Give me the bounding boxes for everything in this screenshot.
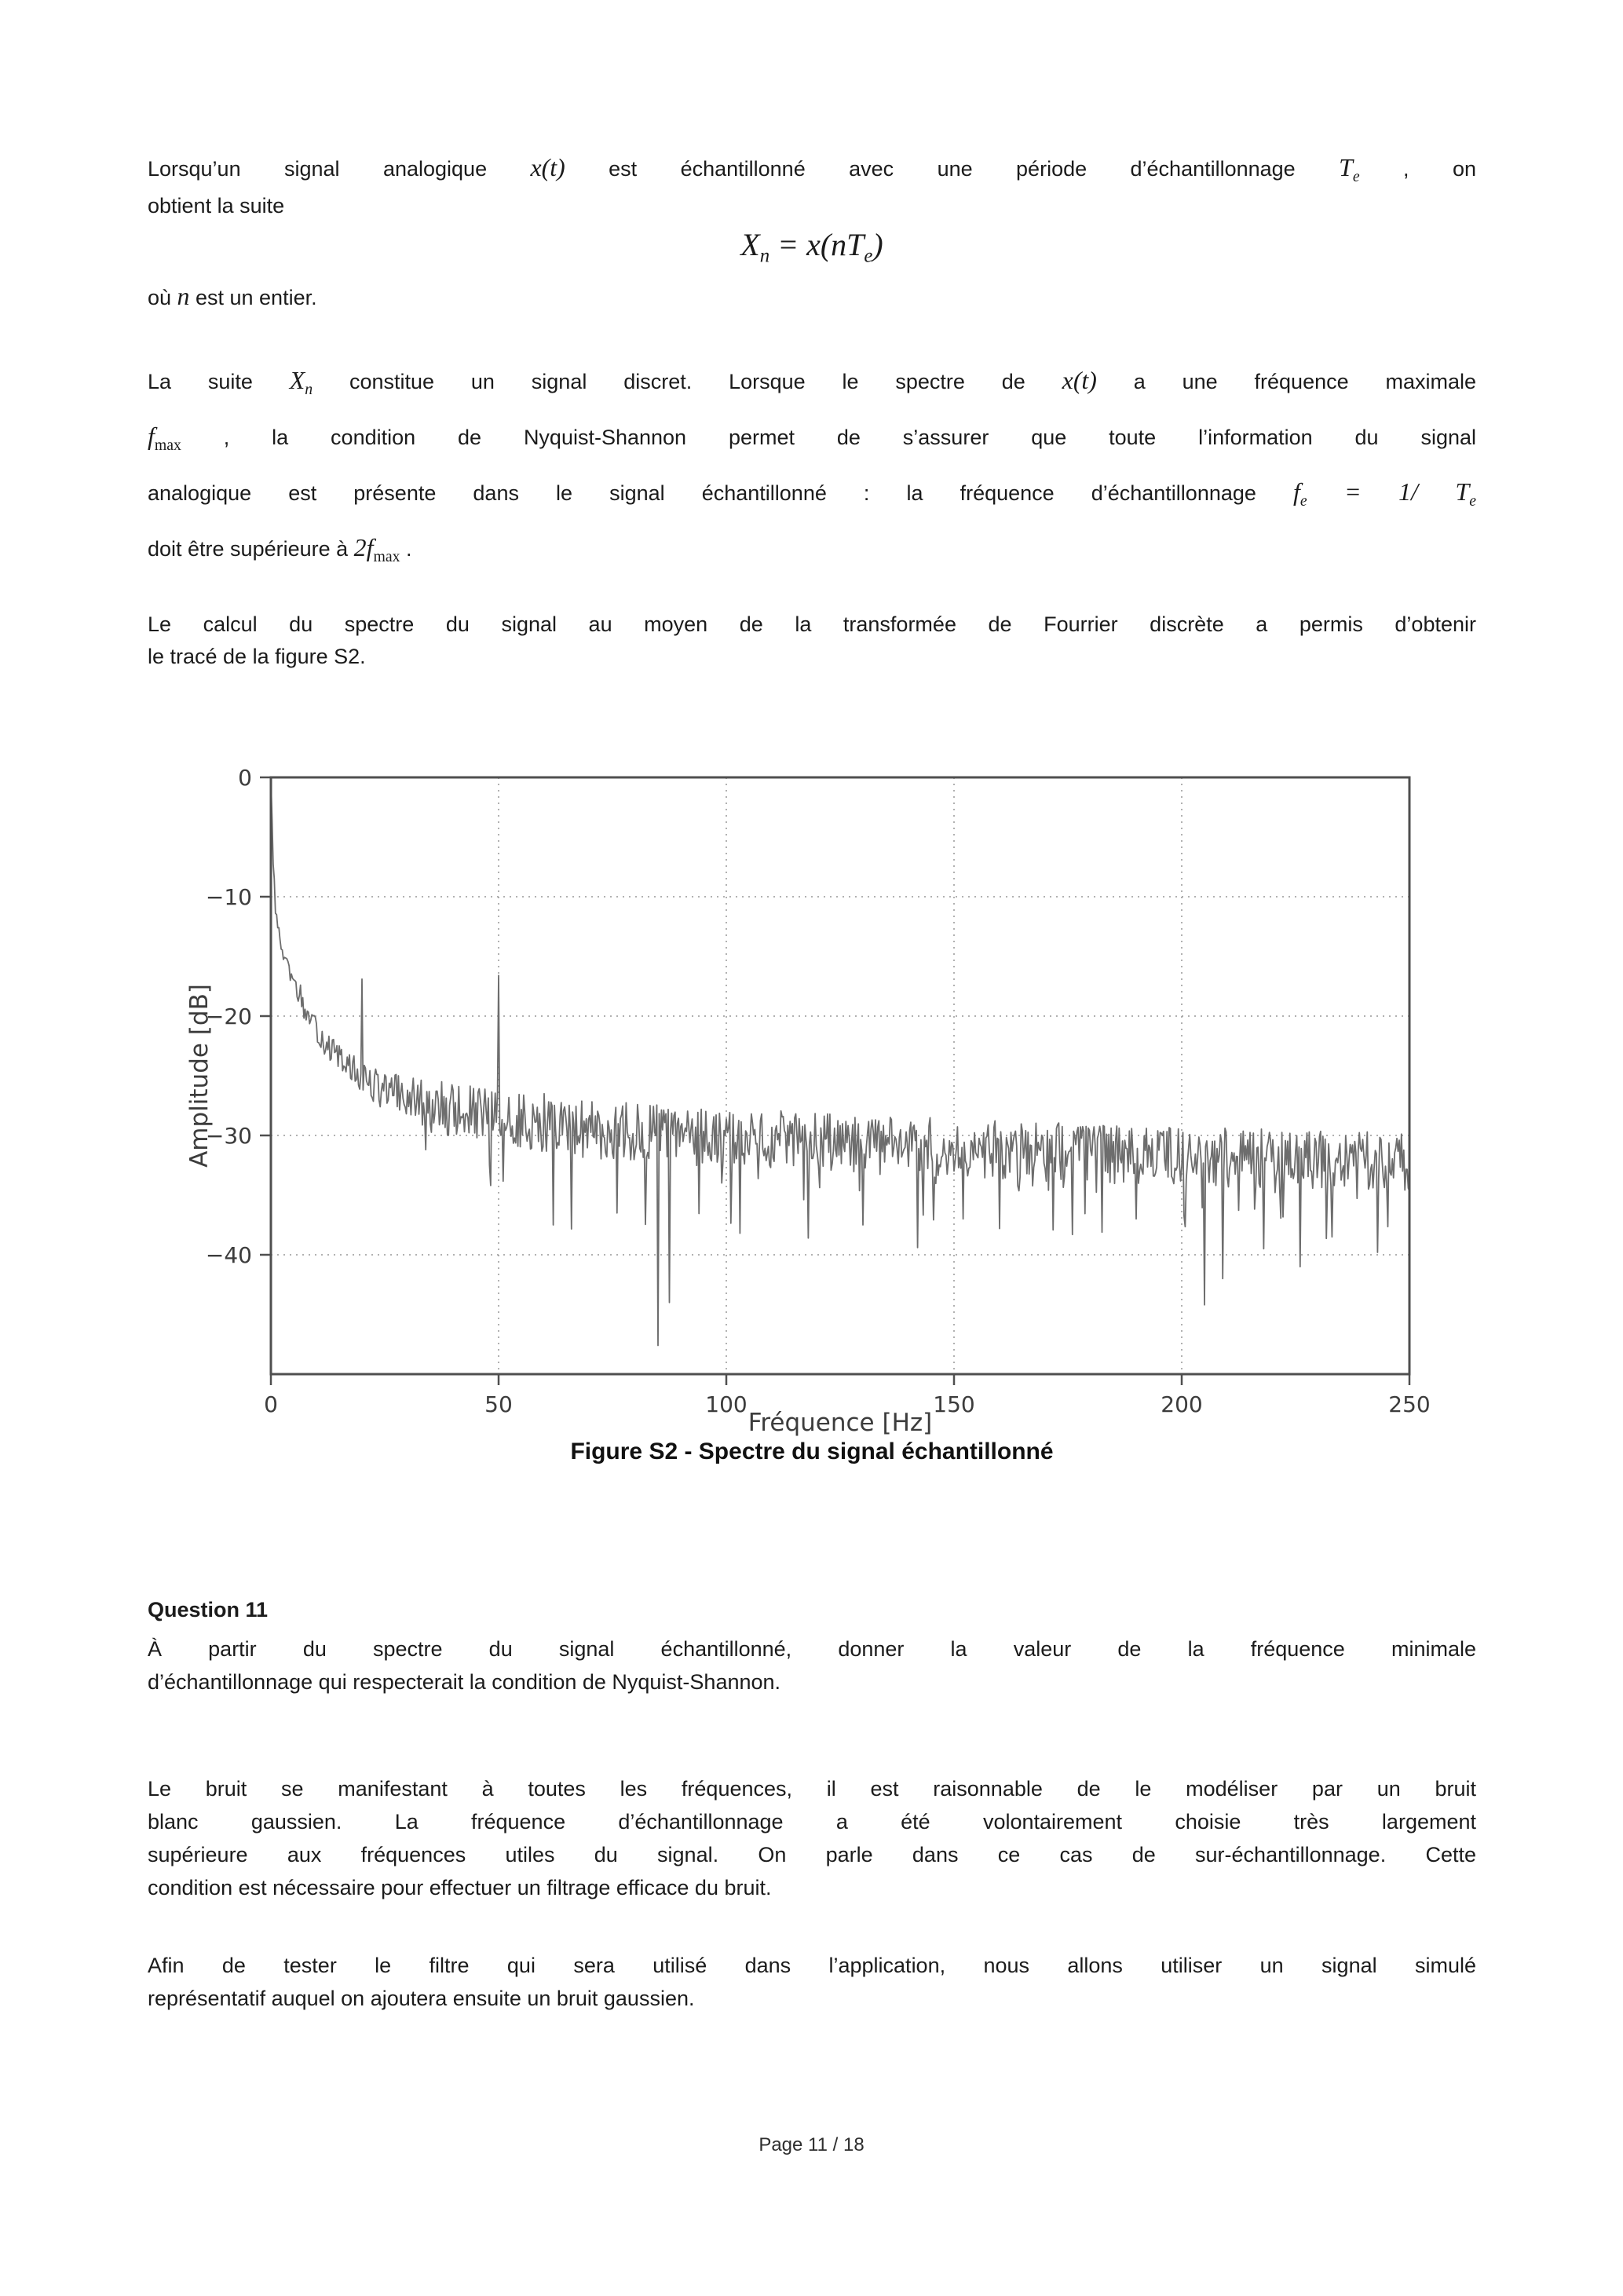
plot-border <box>271 777 1409 1374</box>
x-tick-label: 200 <box>1161 1391 1203 1417</box>
figure-s2 <box>181 746 1445 1445</box>
text-line: le tracé de la figure S2. <box>148 645 366 668</box>
x-tick-label: 50 <box>484 1391 513 1417</box>
y-tick-label: 0 <box>238 765 252 791</box>
inline-math: $X_n$ <box>289 367 313 398</box>
paragraph-n-integer <box>148 281 1476 313</box>
chart-gridlines <box>271 777 1409 1374</box>
text-line: Le bruit se manifestant à toutes les fréquences, il est raisonnable de le modéliser par un bruit <box>148 1777 1476 1801</box>
text-line: blanc gaussien. La fréquence d’échantillonnage a été volontairement choisie très largement <box>148 1810 1476 1834</box>
x-tick-label: 250 <box>1388 1391 1431 1417</box>
spectrum-trace <box>271 781 1409 1346</box>
text-line: À partir du spectre du signal échantillonné, donner la valeur de la fréquence minimale <box>148 1637 1476 1661</box>
paragraph-test-filter <box>148 1949 1476 2015</box>
y-tick-label: −40 <box>205 1242 252 1268</box>
y-tick-label: −20 <box>205 1004 252 1029</box>
text-line: supérieure aux fréquences utiles du signal. On parle dans ce cas de sur-échantillonnage. Cette <box>148 1843 1476 1866</box>
text-line: obtient la suite <box>148 194 285 218</box>
chart-ticks <box>260 777 1409 1385</box>
x-tick-label: 0 <box>264 1391 278 1417</box>
x-tick-label: 100 <box>705 1391 748 1417</box>
text-line: $f_{max}$ , la condition de Nyquist-Shannon permet de s’assurer que toute l’information du signal <box>148 422 1476 454</box>
paragraph-white-noise <box>148 1772 1476 1904</box>
text-line: Lorsqu’un signal analogique x(t) est échantillonné avec une période d’échantillonnage $T_e$ , on <box>148 154 1476 185</box>
text-line: analogique est présente dans le signal échantillonné : la fréquence d’échantillonnage $f_e = 1/$ $T_e$ <box>148 478 1476 510</box>
text-line: représentatif auquel on ajoutera ensuite un bruit gaussien. <box>148 1987 695 2010</box>
inline-math: $T_e$ <box>1339 154 1360 185</box>
text-line: La suite $X_n$ constitue un signal discret. Lorsque le spectre de x(t) a une fréquence maximale <box>148 367 1476 398</box>
figure-caption: Figure S2 - Spectre du signal échantillonné <box>570 1439 1054 1464</box>
text-line: Afin de tester le filtre qui sera utilisé dans l’application, nous allons utiliser un signal simulé <box>148 1954 1476 1977</box>
inline-math: $f_{max}$ <box>148 422 181 454</box>
inline-math: $f_e = 1/$ $T_e$ <box>1292 478 1476 510</box>
paragraph-fft <box>148 609 1476 673</box>
formula-sampled-sequence <box>148 226 1476 267</box>
text-line <box>148 226 1476 267</box>
paragraph-nyquist <box>148 353 1476 576</box>
page-number: Page 11 / 18 <box>758 2134 865 2155</box>
inline-math: x(t) <box>530 154 565 181</box>
text-line: où n est un entier. <box>148 283 317 310</box>
text-line: Le calcul du spectre du signal au moyen de la transformée de Fourrier discrète a permis d’obtenir <box>148 612 1476 636</box>
text-line: d’échantillonnage qui respecterait la condition de Nyquist-Shannon. <box>148 1670 781 1694</box>
x-tick-label: 150 <box>933 1391 975 1417</box>
question-body <box>148 1632 1476 1698</box>
text-line: condition est nécessaire pour effectuer un filtrage efficace du bruit. <box>148 1876 772 1899</box>
spectrum-chart <box>181 746 1445 1445</box>
text-line: doit être supérieure à $2f_{max}$ . <box>148 534 412 565</box>
paragraph-sampling-intro <box>148 149 1476 225</box>
inline-math: $2f_{max}$ <box>353 534 400 565</box>
inline-math: $X_n = x(nT_e)$ <box>740 227 883 267</box>
inline-math: n <box>177 283 190 310</box>
y-tick-label: −30 <box>205 1123 252 1149</box>
y-tick-label: −10 <box>205 884 252 910</box>
x-axis-label: Fréquence [Hz] <box>748 1409 933 1437</box>
y-axis-label: Amplitude [dB] <box>185 984 214 1168</box>
inline-math: x(t) <box>1062 367 1097 394</box>
question-heading: Question 11 <box>148 1598 269 1621</box>
